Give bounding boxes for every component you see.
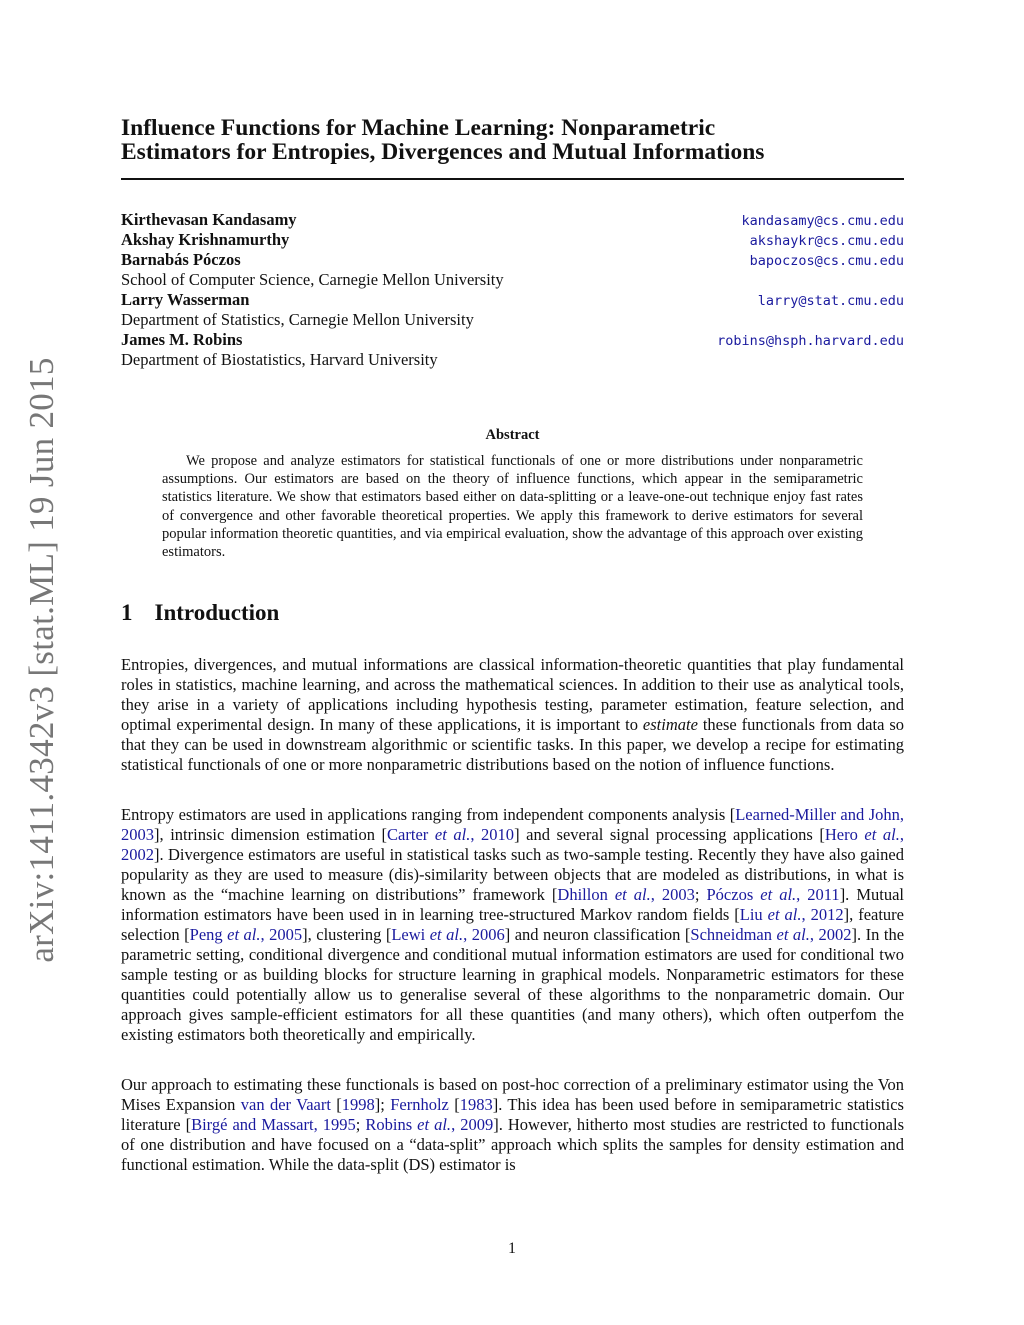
cite-year: , 2006 [463,925,505,944]
author-affiliation: Department of Statistics, Carnegie Mellon University [121,310,474,329]
affiliation-row [121,270,904,290]
text-run: [ [330,1095,342,1114]
cite-author: Peng [189,925,228,944]
author-row [121,230,904,250]
paper-title [121,116,904,164]
intro-paragraph-1 [121,655,904,775]
author-row [121,250,904,270]
cite-author: Schneidman [690,925,777,944]
text-run: ]. This idea has been used before in semiparametric statistics literature [ [121,1095,904,1134]
author-name: Larry Wasserman [121,290,250,309]
cite-etal: et al. [776,925,810,944]
citation-link[interactable]: 1998 [341,1095,375,1114]
abstract-text: We propose and analyze estimators for statistical functionals of one or more distributions under nonparametric assumptions. Our estimators are based on the theory of influence functions, which appear in the semiparametric statistics literature. We show that estimators based either on data-splitting or a leave-one-out technique enjoy fast rates of convergence and other favorable theoretical properties. We apply this framework to derive estimators for several popular information theoretic quantities, and via empirical evaluation, show the advantage of this approach over existing estimators. [162,453,863,561]
text-run: ; [694,885,707,904]
author-name: Barnabás Póczos [121,250,241,269]
title-line-1: Influence Functions for Machine Learning: Nonparametric [121,115,716,141]
citation-link[interactable]: Birgé and Massart, 1995 [191,1115,356,1134]
arxiv-stamp: arXiv:1411.4342v3 [stat.ML] 19 Jun 2015 [22,357,61,963]
text-run: Our approach to estimating these functionals is based on post-hoc correction of a preliminary estimator using the Von Mises Expansion [121,1075,904,1114]
cite-author: Hero [824,825,865,844]
text-run: ]. Divergence estimators are useful in statistical tasks such as two-sample testing. Recently they have also gained popularity as they are used to measure (dis)-similarity between objects that are modeled as distributions, in what is known as the “machine learning on distributions” framework [ [121,845,904,904]
author-row [121,210,904,230]
author-row [121,290,904,310]
intro-paragraph-2 [121,805,904,1045]
abstract-heading: Abstract [485,427,540,443]
text-run: ] and neuron classification [ [504,925,691,944]
cite-author: Robins [365,1115,418,1134]
text-run: ]. However, hitherto most studies are restricted to functionals of one distribution and have focused on a “data-split” approach which splits the samples for density estimation and functional estimation. While the data-split (DS) estimator is [121,1115,904,1174]
author-name: James M. Robins [121,330,243,349]
cite-year: , 2002 [809,925,852,944]
author-name: Akshay Krishnamurthy [121,230,290,249]
cite-year: , 2003 [650,885,695,904]
cite-etal: et al. [417,1115,452,1134]
page-number: 1 [508,1240,516,1257]
text-run: Entropies, divergences, and mutual informations are classical information-theoretic quantities that play fundamental roles in statistics, machine learning, and across the mathematical sciences. In addition to their use as analytical tools, they arise in a variety of applications including hypothesis testing, parameter estimation, feature selection, and optimal experimental design. In many of these applications, it is important to [121,655,904,734]
section-heading [121,600,279,626]
author-affiliation: Department of Biostatistics, Harvard University [121,350,438,369]
author-email[interactable]: akshaykr@cs.cmu.edu [749,233,904,249]
text-run: ]. In the parametric setting, conditional divergence and conditional mutual information estimators are used for conditional two sample testing or as building blocks for structure learning in graphical models. Nonparametric estimators for these quantities could potentially allow us to generalise several of these algorithms to the nonparametric domain. Our approach gives sample-efficient estimators for all these quantities (and many others), which often outperfom the existing estimators both theoretically and empirically. [121,925,905,1044]
text-run: ], intrinsic dimension estimation [ [154,825,388,844]
citation-link[interactable] [707,885,840,904]
citation-link[interactable] [690,925,851,944]
cite-author: Dhillon [557,885,615,904]
text-run: ; [355,1115,366,1134]
cite-etal: et al. [429,925,464,944]
author-name: Kirthevasan Kandasamy [121,210,297,229]
section-number: 1 [121,600,133,625]
citation-link[interactable] [391,925,504,944]
emphasis: estimate [642,715,698,734]
text-run: ]; [374,1095,391,1114]
cite-etal: et al. [767,905,802,924]
affiliation-row [121,310,904,330]
section-title: Introduction [154,600,280,625]
cite-author: Liu [739,905,768,924]
cite-year: , 2005 [260,925,303,944]
cite-year: , 2011 [796,885,840,904]
cite-author: Carter [387,825,435,844]
author-block [121,210,904,370]
cite-author: Lewi [391,925,430,944]
citation-link[interactable] [740,905,844,924]
text-run: ], clustering [ [302,925,392,944]
text-run: these functionals from data so that they can be used in downstream algorithmic or scientific tasks. In this paper, we develop a recipe for estimating statistical functionals of one or more nonparametric distributions based on the notion of influence functions. [121,715,904,774]
citation-link[interactable]: van der Vaart [240,1095,331,1114]
author-row [121,330,904,350]
author-email[interactable]: larry@stat.cmu.edu [757,293,904,309]
text-run: ] and several signal processing applications [ [514,825,825,844]
affiliation-row [121,350,904,370]
citation-link[interactable] [365,1115,493,1134]
cite-etal: et al. [864,825,900,844]
text-run: ]. Mutual information estimators have been used in in learning tree-structured Markov random fields [ [121,885,904,924]
cite-year: , 2010 [470,825,515,844]
text-run: [ [448,1095,460,1114]
citation-link[interactable]: 1983 [459,1095,493,1114]
cite-etal: et al. [614,885,651,904]
cite-year: , 2012 [801,905,844,924]
citation-link[interactable]: Learned-Miller and John, 2003 [121,805,904,844]
cite-year: , 2009 [451,1115,494,1134]
citation-link[interactable]: Fernholz [390,1095,449,1114]
author-email[interactable]: bapoczos@cs.cmu.edu [749,253,904,269]
citation-link[interactable] [557,885,694,904]
cite-etal: et al. [760,885,797,904]
text-run: ], feature selection [ [121,905,905,944]
cite-year: , 2002 [121,825,905,864]
author-email[interactable]: robins@hsph.harvard.edu [717,333,904,349]
author-email[interactable]: kandasamy@cs.cmu.edu [741,213,904,229]
intro-paragraph-3 [121,1075,904,1175]
citation-link[interactable] [387,825,514,844]
cite-author: Póczos [706,885,761,904]
cite-etal: et al. [227,925,261,944]
title-line-2: Estimators for Entropies, Divergences and Mutual Informations [121,139,765,165]
citation-link[interactable] [190,925,303,944]
cite-etal: et al. [434,825,471,844]
text-run: Entropy estimators are used in applications ranging from independent components analysis [ [121,805,736,824]
title-rule [121,178,904,180]
author-affiliation: School of Computer Science, Carnegie Mellon University [121,270,504,289]
